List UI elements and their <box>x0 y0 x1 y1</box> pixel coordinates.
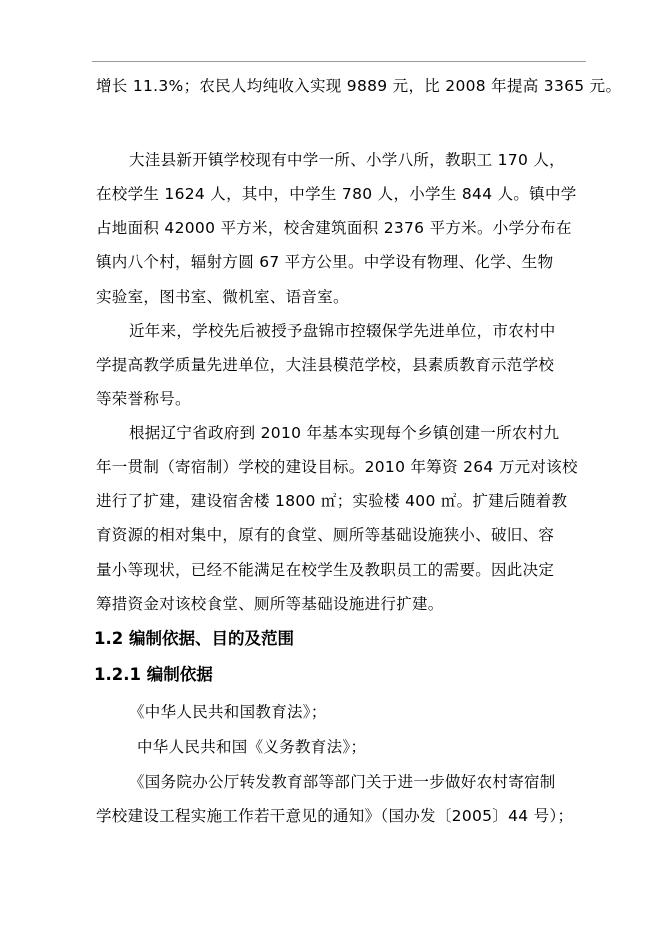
paragraph-line: 镇内八个村，辐射方圆 67 平方公里。中学设有物理、化学、生物 <box>96 253 554 271</box>
reference-line: 中华人民共和国《义务教育法》； <box>137 738 367 756</box>
paragraph-line: 学提高教学质量先进单位，大洼县模范学校，县素质教育示范学校 <box>96 356 555 374</box>
section-heading: 1.2 编制依据、目的及范围 <box>94 629 294 648</box>
paragraph-line: 增长 11.3%；农民人均纯收入实现 9889 元，比 2008 年提高 3365 元。 <box>96 77 622 95</box>
paragraph-line: 近年来，学校先后被授予盘锦市控辍保学先进单位，市农村中 <box>129 322 556 340</box>
paragraph-line: 占地面积 42000 平方米，校舍建筑面积 2376 平方米。小学分布在 <box>96 219 572 237</box>
paragraph-line: 在校学生 1624 人，其中，中学生 780 人，小学生 844 人。镇中学 <box>96 185 577 203</box>
paragraph-line: 育资源的相对集中，原有的食堂、厕所等基础设施狭小、破旧、容 <box>96 526 555 544</box>
reference-line: 学校建设工程实施工作若干意见的通知》（国办发〔2005〕44 号）； <box>96 807 574 825</box>
paragraph-line: 筹措资金对该校食堂、厕所等基础设施进行扩建。 <box>96 595 444 613</box>
subsection-heading: 1.2.1 编制依据 <box>94 665 213 684</box>
paragraph-line: 量小等现状，已经不能满足在校学生及教职员工的需要。因此决定 <box>96 561 555 579</box>
paragraph-line: 大洼县新开镇学校现有中学一所、小学八所，教职工 170 人， <box>129 151 565 169</box>
paragraph-line: 进行了扩建，建设宿舍楼 1800 ㎡；实验楼 400 ㎡。扩建后随着教 <box>96 492 568 510</box>
paragraph-line: 根据辽宁省政府到 2010 年基本实现每个乡镇创建一所农村九 <box>129 424 560 442</box>
paragraph-line: 等荣誉称号。 <box>96 390 191 408</box>
header-rule <box>92 61 586 62</box>
paragraph-line: 实验室，图书室、微机室、语音室。 <box>96 288 349 306</box>
paragraph-line: 年一贯制（寄宿制）学校的建设目标。2010 年筹资 264 万元对该校 <box>96 458 578 476</box>
reference-line: 《中华人民共和国教育法》； <box>129 703 327 721</box>
reference-line: 《国务院办公厅转发教育部等部门关于进一步做好农村寄宿制 <box>129 773 556 791</box>
